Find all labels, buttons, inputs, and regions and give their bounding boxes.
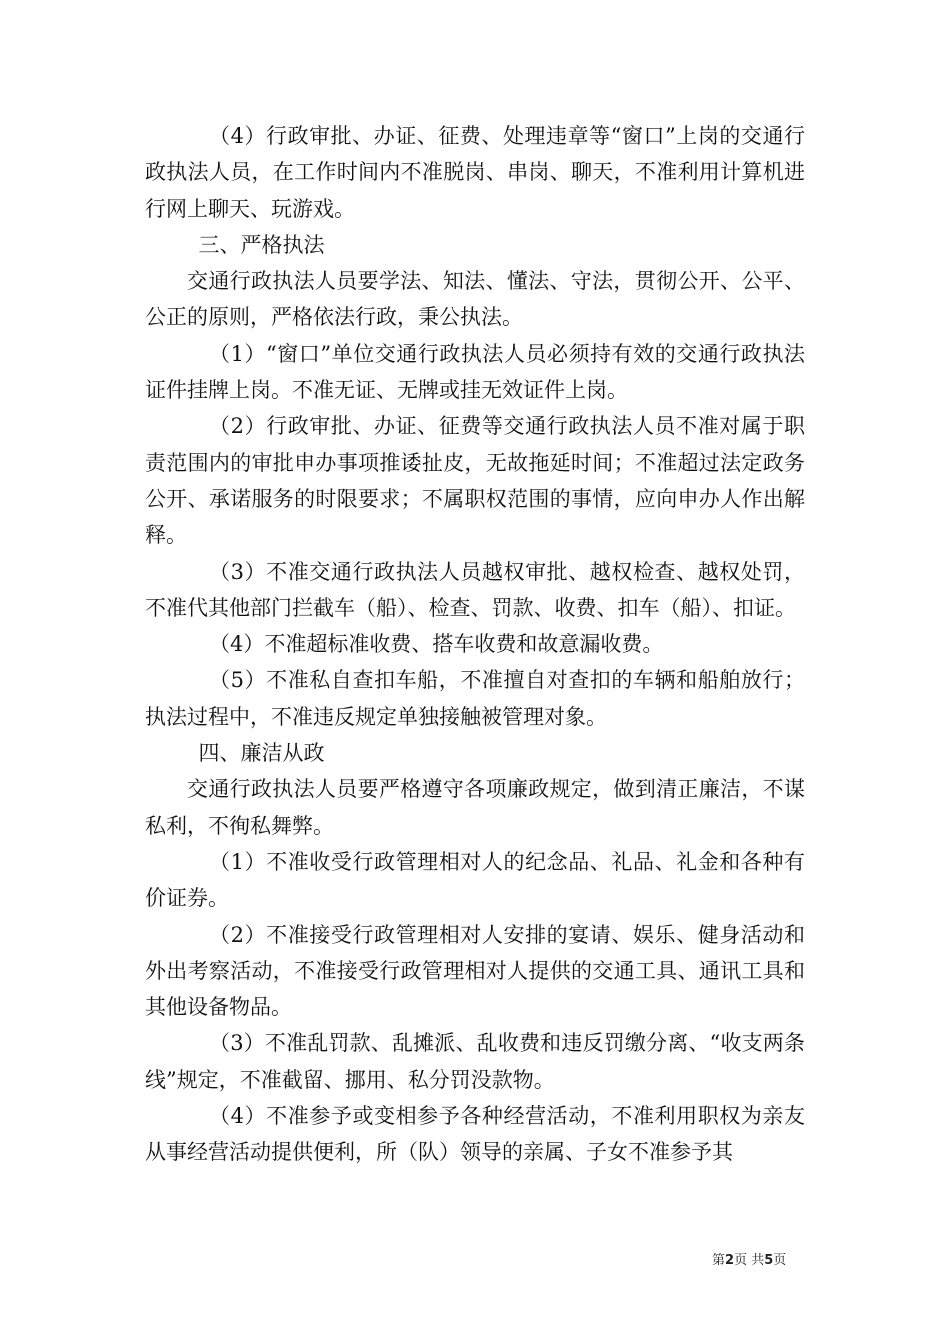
paragraph: （2）不准接受行政管理相对人安排的宴请、娱乐、健身活动和外出考察活动，不准接受行政管理相对人提供的交通工具、通讯工具和其他设备物品。: [145, 922, 805, 1020]
paragraph: （1）“窗口”单位交通行政执法人员必须持有效的交通行政执法证件挂牌上岗。不准无证、无牌或挂无效证件上岗。: [145, 341, 805, 403]
paragraph: （3）不准交通行政执法人员越权审批、越权检查、越权处罚，不准代其他部门拦截车（船）、检查、罚款、收费、扣车（船）、扣证。: [145, 559, 805, 620]
paragraph: （4）不准超标准收费、搭车收费和故意漏收费。: [209, 632, 664, 657]
paragraph: （4）行政审批、办证、征费、处理违章等“窗口”上岗的交通行政执法人员，在工作时间内不准脱岗、串岗、聊天，不准利用计算机进行网上聊天、玩游戏。: [145, 124, 805, 221]
paragraph: （2）行政审批、办证、征费等交通行政执法人员不准对属于职责范围内的审批申办事项推诿扯皮，无故拖延时间；不准超过法定政务公开、承诺服务的时限要求；不属职权范围的事情，应向申办人作出解释。: [145, 414, 805, 548]
section-heading: 三、严格执法: [198, 232, 325, 257]
footer-suffix: 页: [773, 1253, 787, 1268]
page-footer: [712, 1249, 786, 1268]
footer-total-pages: 5: [764, 1253, 774, 1268]
footer-middle: 页 共: [734, 1253, 765, 1268]
paragraph: （5）不准私自查扣车船，不准擅自对查扣的车辆和船舶放行；执法过程中，不准违反规定单独接触被管理对象。: [145, 668, 805, 729]
footer-prefix: 第: [712, 1253, 726, 1268]
paragraph: 交通行政执法人员要严格遵守各项廉政规定，做到清正廉洁，不谋私利，不徇私舞弊。: [145, 777, 805, 838]
section-heading: 四、廉洁从政: [198, 741, 325, 766]
paragraph: （4）不准参予或变相参予各种经营活动，不准利用职权为亲友从事经营活动提供便利，所（队）领导的亲属、子女不准参予其: [145, 1104, 805, 1165]
footer-page-number: 2: [725, 1253, 735, 1268]
document-body: [145, 118, 805, 1171]
paragraph: （3）不准乱罚款、乱摊派、乱收费和违反罚缴分离、“收支两条线”规定，不准截留、挪用、私分罚没款物。: [145, 1031, 805, 1092]
paragraph: 交通行政执法人员要学法、知法、懂法、守法，贯彻公开、公平、公正的原则，严格依法行政，秉公执法。: [145, 269, 805, 330]
paragraph: （1）不准收受行政管理相对人的纪念品、礼品、礼金和各种有价证券。: [145, 849, 805, 911]
